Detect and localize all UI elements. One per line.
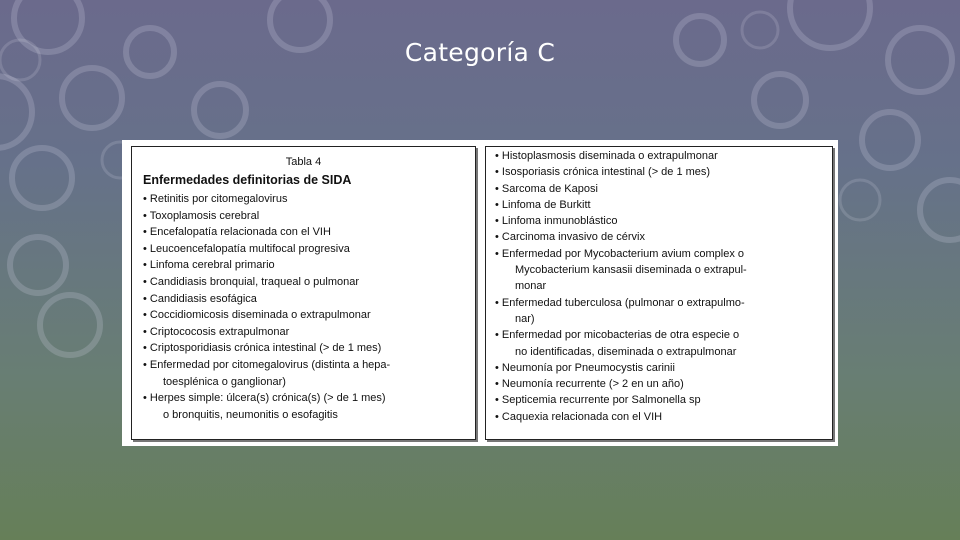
disease-item-text: • Linfoma inmunoblástico xyxy=(495,215,618,228)
table-right-panel xyxy=(485,146,833,440)
disease-item-continuation: no identificadas, diseminada o extrapulmonar xyxy=(515,345,737,358)
disease-item xyxy=(495,197,826,213)
disease-item-text: • Coccidiomicosis diseminada o extrapulmonar xyxy=(143,309,371,322)
disease-item-text: • Enfermedad por micobacterias de otra especie o xyxy=(495,329,740,342)
disease-item-text: • Encefalopatía relacionada con el VIH xyxy=(143,226,331,239)
disease-item-text: • Enfermedad por citomegalovirus (distinta a hepa- xyxy=(143,358,391,371)
disease-item xyxy=(495,229,826,245)
disease-item xyxy=(495,148,826,164)
disease-item xyxy=(143,224,469,241)
aids-defining-diseases-table xyxy=(122,140,838,446)
disease-item-continuation: Mycobacterium kansasii diseminada o extrapul- xyxy=(515,264,747,277)
disease-item-text: • Sarcoma de Kaposi xyxy=(495,182,598,195)
disease-item xyxy=(143,274,469,291)
disease-item-text: • Linfoma de Burkitt xyxy=(495,198,591,211)
disease-item-continuation: nar) xyxy=(515,312,535,325)
left-disease-list xyxy=(132,191,475,423)
disease-item-text: • Septicemia recurrente por Salmonella sp xyxy=(495,394,701,407)
table-heading: Enfermedades definitorias de SIDA xyxy=(143,173,352,187)
disease-item-continuation: o bronquitis, neumonitis o esofagitis xyxy=(163,408,338,421)
disease-item-text: • Enfermedad tuberculosa (pulmonar o extrapulmo- xyxy=(495,296,745,309)
disease-item-text: • Leucoencefalopatía multifocal progresiva xyxy=(143,242,350,255)
disease-item-text: • Candidiasis esofágica xyxy=(143,292,257,305)
disease-item-text: • Linfoma cerebral primario xyxy=(143,259,275,272)
disease-item-text: • Toxoplamosis cerebral xyxy=(143,209,260,222)
disease-item xyxy=(495,376,826,392)
disease-item xyxy=(143,307,469,324)
right-disease-list xyxy=(486,147,832,425)
disease-item-text: • Neumonía recurrente (> 2 en un año) xyxy=(495,378,684,391)
disease-item-text: • Criptosporidiasis crónica intestinal (> de 1 mes) xyxy=(143,342,382,355)
disease-item xyxy=(143,257,469,274)
disease-item-text: • Retinitis por citomegalovirus xyxy=(143,193,288,205)
disease-item-text: • Carcinoma invasivo de cérvix xyxy=(495,231,645,244)
table-number: Tabla 4 xyxy=(285,156,322,168)
disease-item-text: • Candidiasis bronquial, traqueal o pulmonar xyxy=(143,275,360,288)
disease-item xyxy=(495,164,826,180)
disease-item xyxy=(495,181,826,197)
disease-item-text: • Herpes simple: úlcera(s) crónica(s) (> de 1 mes) xyxy=(143,392,386,405)
disease-item xyxy=(495,295,826,328)
disease-item xyxy=(495,392,826,408)
disease-item xyxy=(495,409,826,425)
disease-item-text: • Neumonía por Pneumocystis carinii xyxy=(495,361,675,374)
disease-item xyxy=(143,357,469,390)
disease-item-continuation: toesplénica o ganglionar) xyxy=(163,375,286,388)
disease-item xyxy=(495,360,826,376)
disease-item-text: • Enfermedad por Mycobacterium avium complex o xyxy=(495,247,745,260)
disease-item xyxy=(143,191,469,208)
disease-item xyxy=(143,340,469,357)
disease-item xyxy=(495,327,826,360)
disease-item xyxy=(143,390,469,423)
slide-title: Categoría C xyxy=(404,38,556,67)
disease-item xyxy=(143,241,469,258)
disease-item xyxy=(143,291,469,308)
disease-item xyxy=(143,208,469,225)
disease-item-text: • Isosporiasis crónica intestinal (> de 1 mes) xyxy=(495,166,711,179)
table-left-panel xyxy=(131,146,476,440)
disease-item-text: • Criptococosis extrapulmonar xyxy=(143,325,290,338)
disease-item xyxy=(495,213,826,229)
disease-item-text: • Caquexia relacionada con el VIH xyxy=(495,410,663,423)
disease-item-continuation: monar xyxy=(515,280,547,293)
disease-item xyxy=(143,324,469,341)
disease-item xyxy=(495,246,826,295)
disease-item-text: • Histoplasmosis diseminada o extrapulmonar xyxy=(495,150,718,162)
